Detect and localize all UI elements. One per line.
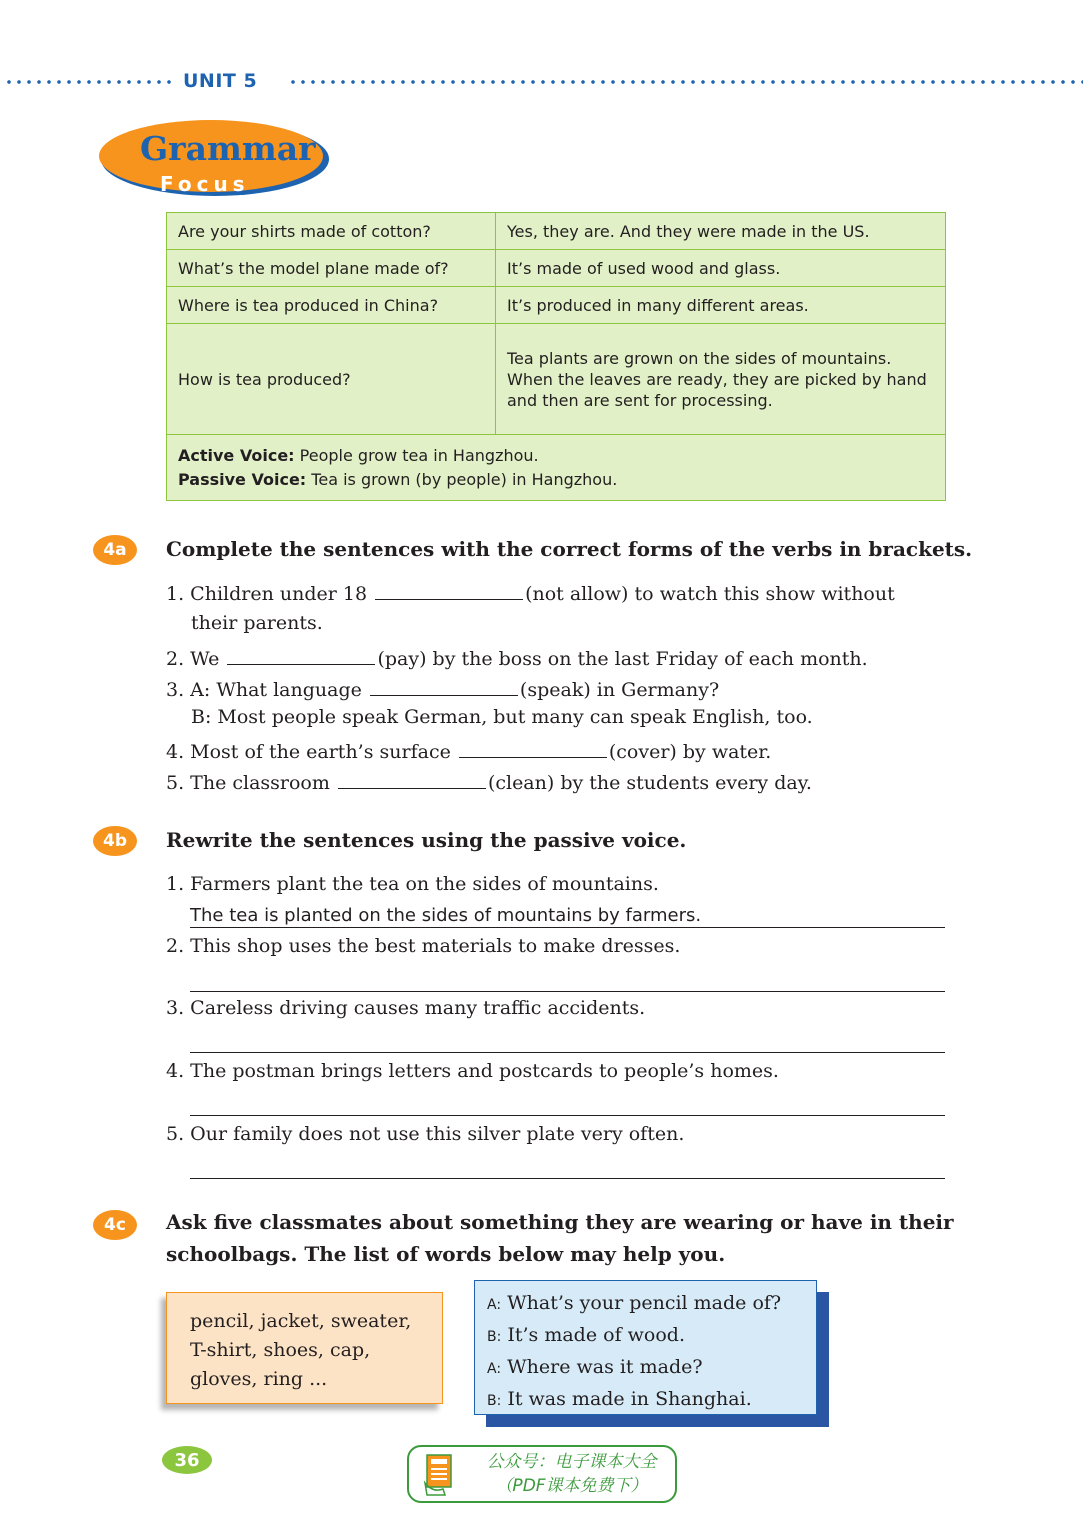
table-cell-answer: Yes, they are. And they were made in the US. [496, 213, 946, 250]
item-text: 5. The classroom [166, 772, 336, 794]
table-cell-question: What’s the model plane made of? [167, 250, 496, 287]
passive-voice-label: Passive Voice: [178, 469, 307, 489]
speaker-label: B: [487, 1393, 502, 1409]
speaker-label: B: [487, 1329, 502, 1345]
active-voice-label: Active Voice: [178, 445, 295, 465]
item-text: (not allow) to watch this show without [525, 583, 895, 605]
dialog-line [487, 1352, 816, 1384]
exercise-4a-item-3 [166, 675, 719, 701]
item-text: (clean) by the students every day. [487, 772, 812, 794]
answer-blank[interactable] [227, 644, 375, 665]
stamp-text [469, 1450, 674, 1498]
answer-line[interactable] [190, 927, 945, 928]
voice-note-cell [167, 435, 946, 501]
book-icon [423, 1453, 459, 1497]
word-list-line: pencil, jacket, sweater, [190, 1310, 412, 1332]
dialog-text: It was made in Shanghai. [501, 1388, 752, 1410]
exercise-4b-item-5: 5. Our family does not use this silver plate very often. [166, 1123, 685, 1145]
item-text: 1. Children under 18 [166, 583, 374, 605]
unit-label: UNIT 5 [183, 70, 258, 92]
dialog-line [487, 1320, 816, 1352]
exercise-badge-4c: 4c [93, 1210, 137, 1240]
word-list-line: gloves, ring ... [190, 1368, 328, 1390]
word-list-box [166, 1292, 443, 1404]
exercise-4c-instruction-line1: Ask five classmates about something they are wearing or have in their [166, 1210, 954, 1234]
item-text: (cover) by water. [608, 741, 772, 763]
exercise-4c-instruction-line2: schoolbags. The list of words below may help you. [166, 1242, 726, 1266]
table-row-voice-note [167, 435, 946, 501]
exercise-4b-item-2: 2. This shop uses the best materials to make dresses. [166, 935, 681, 957]
exercise-4a-item-4 [166, 737, 771, 763]
table-row [167, 250, 946, 287]
exercise-4b-item-4: 4. The postman brings letters and postcards to people’s homes. [166, 1060, 779, 1082]
item-text: (pay) by the boss on the last Friday of each month. [377, 648, 868, 670]
exercise-4b-item-1: 1. Farmers plant the tea on the sides of mountains. [166, 873, 659, 895]
table-cell-question: Where is tea produced in China? [167, 287, 496, 324]
stamp-line-2: （PDF课本免费下） [495, 1476, 648, 1496]
item-text: 3. A: What language [166, 679, 368, 701]
answer-line[interactable] [190, 1115, 945, 1116]
watermark-stamp [407, 1445, 677, 1503]
table-row [167, 287, 946, 324]
table-cell-answer: Tea plants are grown on the sides of mountains. When the leaves are ready, they are picked by hand and then are sent for processing. [496, 324, 946, 435]
item-text: 2. We [166, 648, 226, 670]
item-text: 4. Most of the earth’s surface [166, 741, 457, 763]
exercise-badge-4a: 4a [93, 535, 137, 565]
dialog-line [487, 1288, 816, 1320]
exercise-badge-4b: 4b [93, 826, 137, 856]
sample-dialog-box [474, 1280, 817, 1415]
dotted-rule-left [4, 80, 176, 84]
unit-header [0, 70, 1087, 94]
dotted-rule-right [288, 80, 1083, 84]
answer-blank[interactable] [375, 579, 523, 600]
page-number: 36 [162, 1446, 212, 1474]
exercise-4a-instruction: Complete the sentences with the correct forms of the verbs in brackets. [166, 537, 973, 561]
answer-blank[interactable] [459, 737, 607, 758]
dialog-text: What’s your pencil made of? [501, 1292, 782, 1314]
example-answer: The tea is planted on the sides of mountains by farmers. [190, 905, 702, 926]
dialog-text: Where was it made? [501, 1356, 703, 1378]
speaker-label: A: [487, 1297, 502, 1313]
answer-line[interactable] [190, 1178, 945, 1179]
answer-blank[interactable] [338, 768, 486, 789]
answer-blank[interactable] [370, 675, 518, 696]
passive-voice-line [178, 468, 934, 492]
exercise-4a-item-2 [166, 644, 868, 670]
stamp-line-1: 公众号：电子课本大全 [486, 1452, 657, 1472]
table-cell-answer: It’s produced in many different areas. [496, 287, 946, 324]
active-voice-text: People grow tea in Hangzhou. [294, 445, 539, 465]
grammar-table [166, 212, 946, 501]
exercise-4a-item-3-cont: B: Most people speak German, but many can speak English, too. [191, 706, 813, 728]
dialog-text: It’s made of wood. [501, 1324, 685, 1346]
table-cell-question: Are your shirts made of cotton? [167, 213, 496, 250]
answer-line[interactable] [190, 1052, 945, 1053]
answer-line[interactable] [190, 991, 945, 992]
exercise-4b-instruction: Rewrite the sentences using the passive voice. [166, 828, 687, 852]
exercise-4b-item-3: 3. Careless driving causes many traffic accidents. [166, 997, 646, 1019]
word-list-line: T-shirt, shoes, cap, [190, 1339, 371, 1361]
dialog-line [487, 1384, 816, 1416]
table-cell-question: How is tea produced? [167, 324, 496, 435]
table-cell-answer: It’s made of used wood and glass. [496, 250, 946, 287]
table-row [167, 213, 946, 250]
grammar-focus-title: Grammar [140, 129, 316, 168]
exercise-4a-item-1-cont: their parents. [191, 612, 323, 634]
exercise-4a-item-1 [166, 579, 895, 605]
passive-voice-text: Tea is grown (by people) in Hangzhou. [306, 469, 618, 489]
active-voice-line [178, 444, 934, 468]
speaker-label: A: [487, 1361, 502, 1377]
item-text: (speak) in Germany? [519, 679, 720, 701]
table-row [167, 324, 946, 435]
grammar-focus-subtitle: Focus [160, 172, 250, 196]
exercise-4a-item-5 [166, 768, 812, 794]
